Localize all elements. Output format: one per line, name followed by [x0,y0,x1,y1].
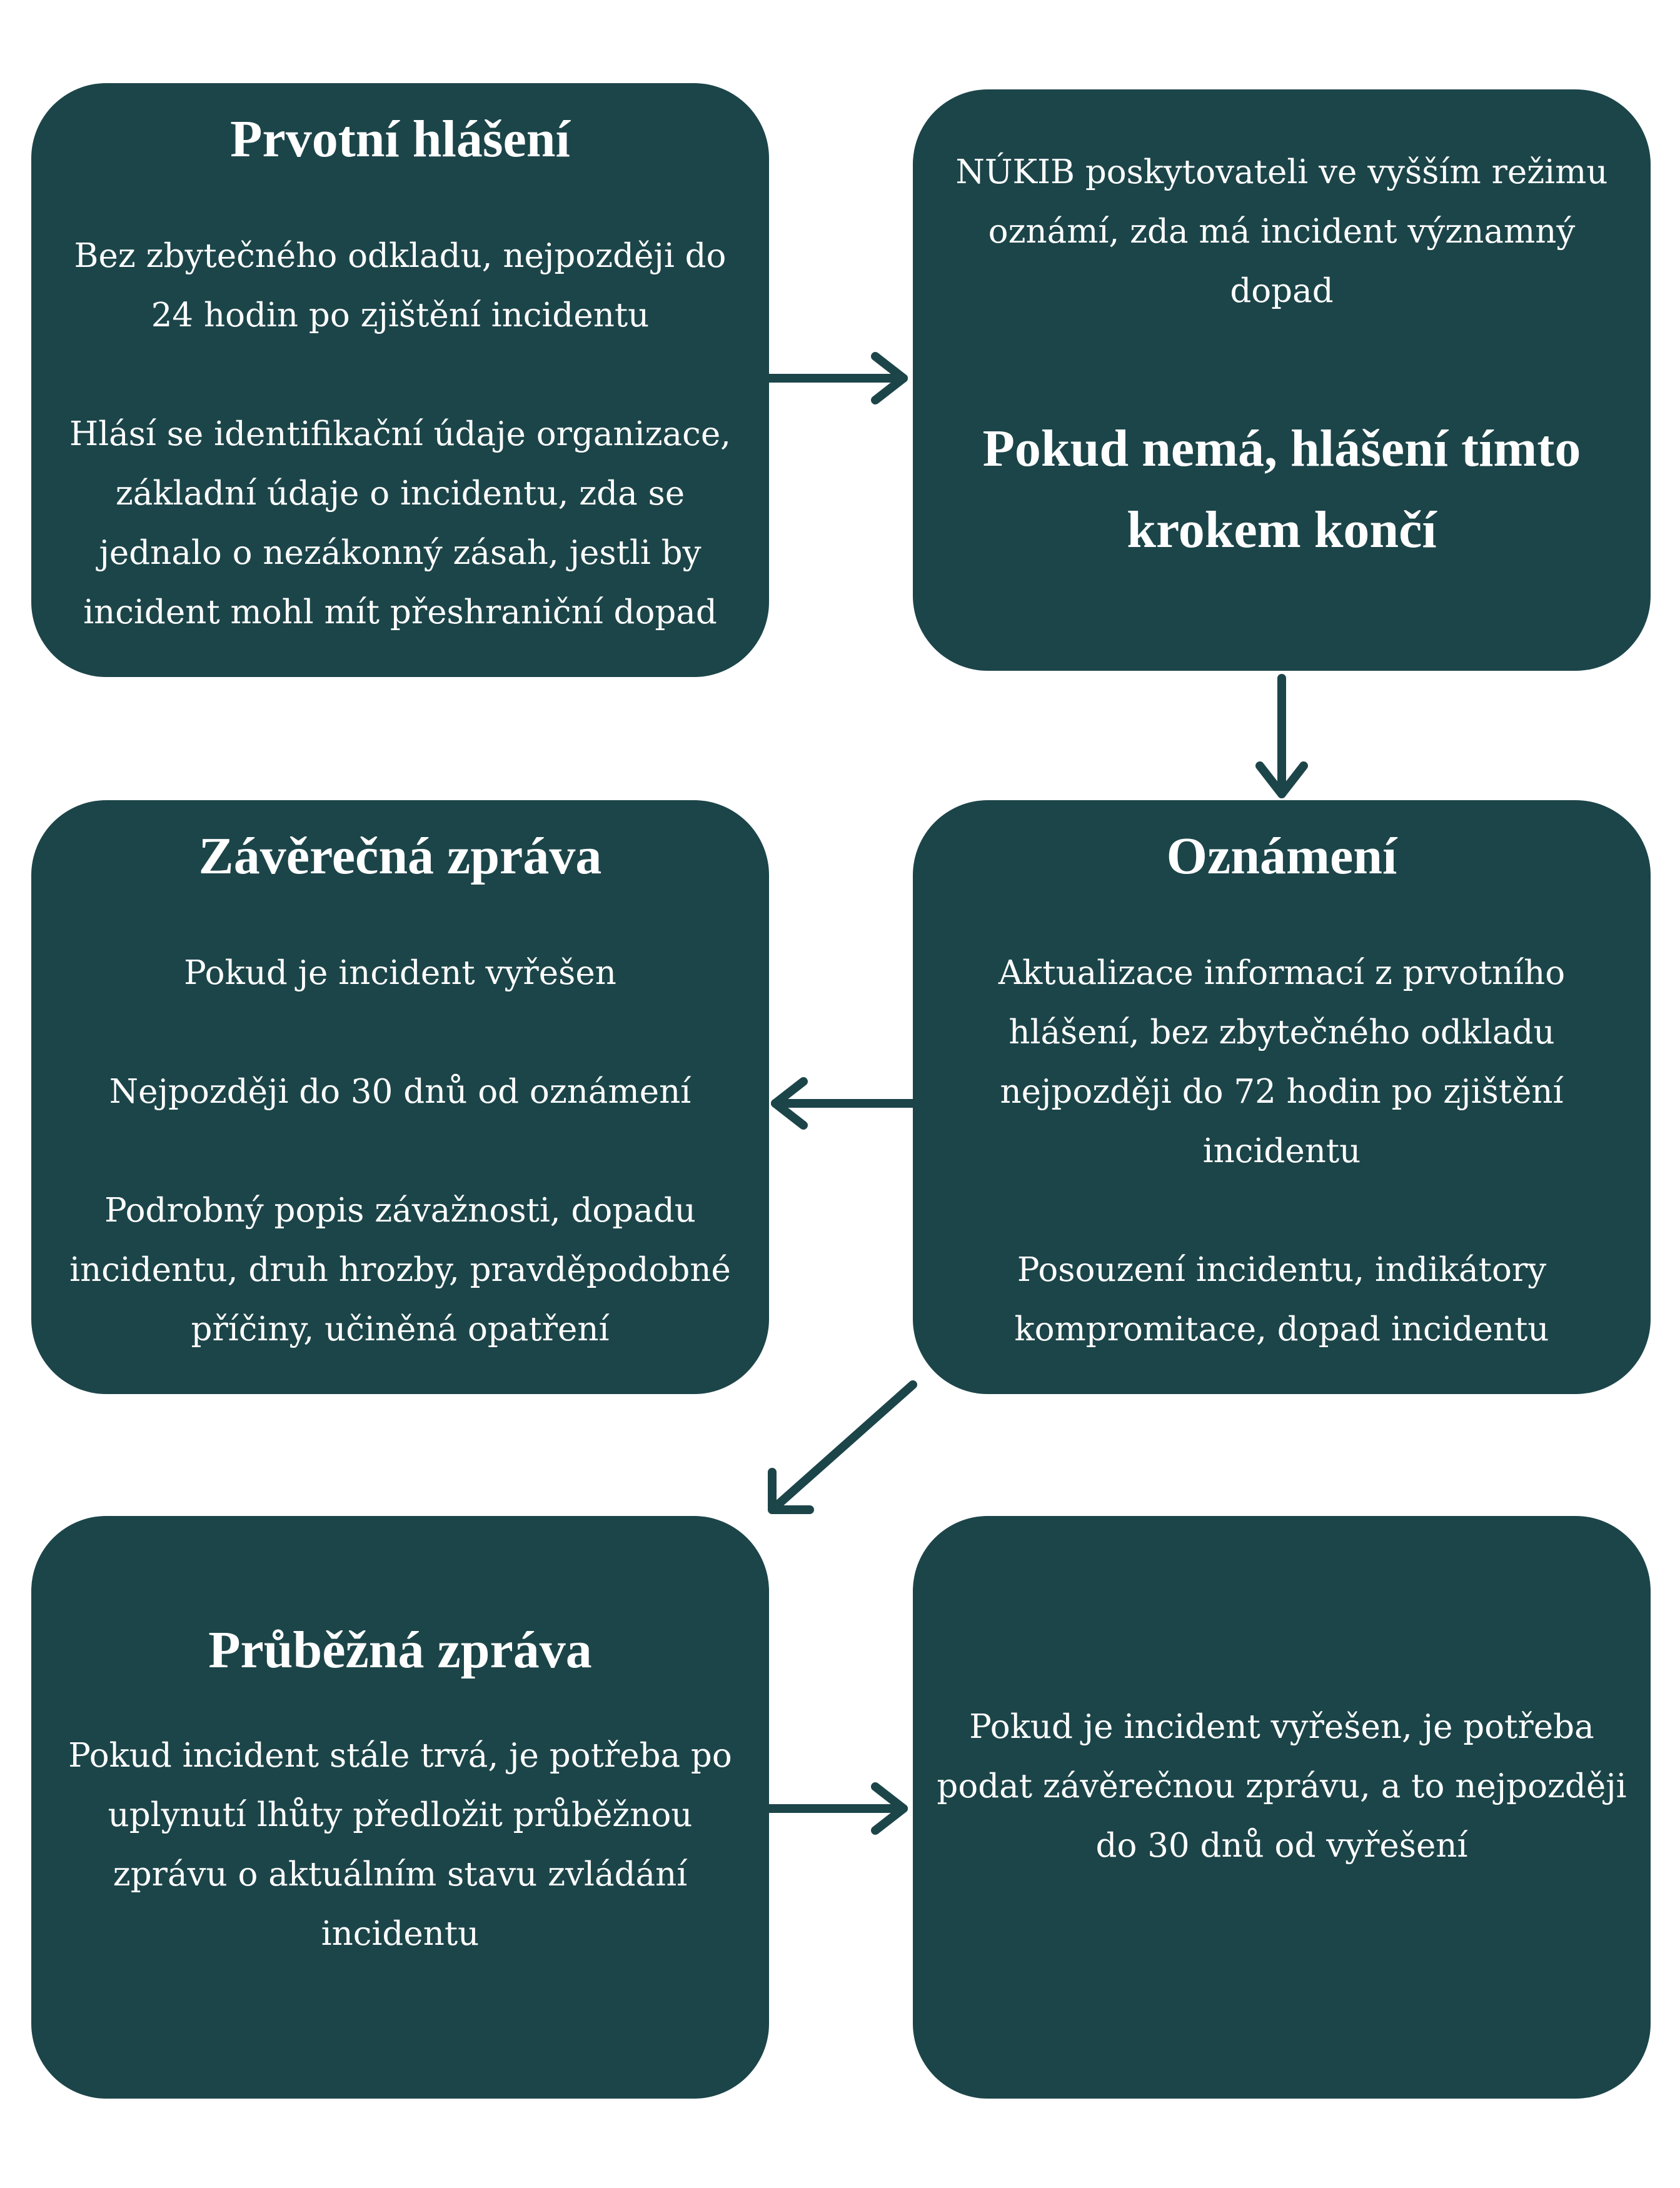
box-notification [913,800,1651,1394]
interim-report-title: Průběžná zpráva [208,1621,592,1679]
interim-report-text: Pokud incident stále trvá, je potřeba po uplynutí lhůty předložit průběžnou zprávu o aktuálním stavu zvládání incidentu [68,1736,732,1953]
box-interim-report [31,1516,769,2099]
box-final-report [31,800,769,1394]
box-resolved [913,1516,1651,2099]
final-report-deadline: Nejpozději do 30 dnů od oznámení [109,1072,692,1111]
final-report-contents: Podrobný popis závažnosti, dopadu incidentu, druh hrozby, pravděpodobné příčiny, učiněná opatření [69,1191,731,1348]
arrow-initial-to-nukib [769,356,903,400]
arrow-nukib-to-notification [1260,678,1304,794]
arrow-notification-to-interim [772,1385,913,1510]
notification-title: Oznámení [1166,827,1397,885]
resolved-text: Pokud je incident vyřešen, je potřeba podat závěrečnou zprávu, a to nejpozději do 30 dnů od vyřešení [937,1708,1627,1865]
notification-update: Aktualizace informací z prvotního hlášení, bez zbytečného odkladu nejpozději do 72 hodin po zjištění incidentu [998,953,1566,1170]
initial-report-contents: Hlásí se identifikační údaje organizace, základní údaje o incidentu, zda se jednalo o nezákonný zásah, jestli by incident mohl mít přeshraniční dopad [69,414,732,631]
final-report-condition: Pokud je incident vyřešen [184,953,616,992]
arrow-notification-to-final [775,1081,913,1125]
box-initial-report [31,83,769,677]
arrow-interim-to-resolved [769,1787,903,1830]
initial-report-deadline: Bez zbytečného odkladu, nejpozději do 24 hodin po zjištění incidentu [74,236,727,334]
nukib-notice-emphasis: Pokud nemá, hlášení tímto krokem končí [982,419,1581,559]
notification-assessment: Posouzení incidentu, indikátory kompromitace, dopad incidentu [1014,1250,1549,1348]
initial-report-title: Prvotní hlášení [230,110,570,168]
nukib-notice-text: NÚKIB poskytovateli ve vyšším režimu oznámí, zda má incident významný dopad [955,153,1608,310]
final-report-title: Závěrečná zpráva [198,827,602,885]
box-nukib-notice [913,89,1651,671]
